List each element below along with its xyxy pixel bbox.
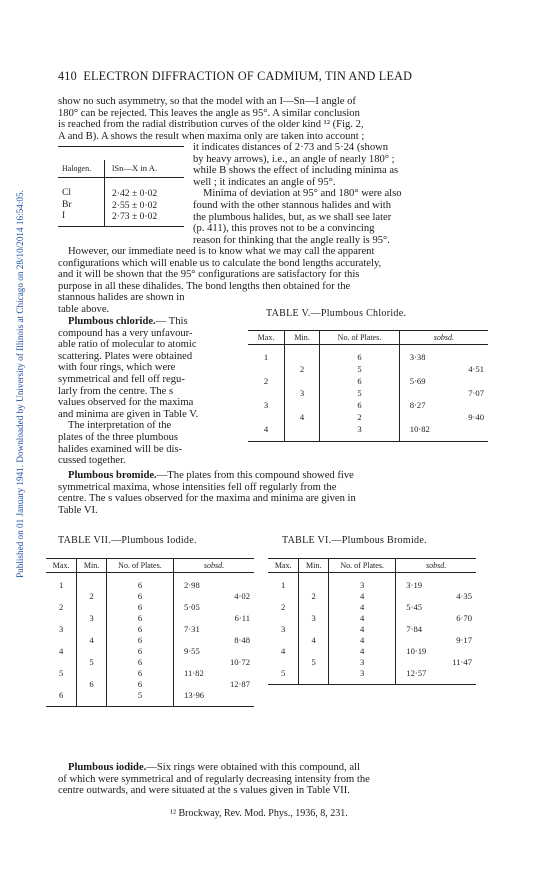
table-cell-min (299, 645, 329, 656)
table-cell-plates: 3 (320, 423, 400, 442)
table-cell-min: 4 (284, 411, 319, 423)
table-cell-s1: 9·55 (184, 645, 200, 656)
table-cell-s1: 5·45 (406, 601, 423, 612)
table5 (248, 330, 488, 442)
table-row (268, 623, 476, 634)
table-cell-s2: 7·07 (468, 388, 484, 398)
table-cell-min (284, 423, 319, 442)
table7-body (46, 573, 254, 707)
table-cell-min: 3 (284, 387, 319, 399)
table-row (46, 634, 254, 645)
table-cell-plates: 6 (106, 634, 173, 645)
provenance-sidebar (3, 40, 25, 580)
table-cell-plates: 6 (106, 573, 173, 591)
provenance-text: Published on 01 January 1941. Downloaded by University of Illinois at Chicago on 28/10/2014 16:54:05. (15, 190, 25, 578)
table-cell-min: 2 (299, 590, 329, 601)
text-line: and minima are given in Table V. (58, 408, 199, 420)
text-line: symmetrical maxima, whose intensities fell off regularly from the (58, 481, 337, 493)
table-cell-s2 (218, 623, 254, 634)
table-cell-s1 (396, 590, 441, 601)
table-cell-s2 (218, 667, 254, 678)
table-cell-max: 4 (248, 423, 284, 442)
text-line: values observed for the maxima (58, 397, 194, 409)
table-cell-plates: 4 (329, 590, 396, 601)
table-cell-s2: 4·35 (456, 590, 472, 601)
table-cell-s1: 11·82 (184, 667, 204, 678)
table-cell-max (268, 612, 299, 623)
table-cell-min: 2 (77, 590, 107, 601)
section-heading: Plumbous bromide. (68, 470, 157, 481)
table-cell-s2 (452, 399, 488, 411)
table-cell-s1 (174, 656, 219, 667)
table-row (268, 634, 476, 645)
table-cell-s2: 8·48 (234, 634, 250, 645)
table-row (268, 645, 476, 656)
page-number: 410 (58, 69, 77, 83)
text-line: However, our immediate need is to know what we may call the apparent (68, 246, 375, 257)
table7 (46, 558, 254, 707)
table-cell-s2 (218, 645, 254, 656)
table-rule-top (58, 146, 184, 147)
text-line: centre outwards, and were situated at the s values given in Table VII. (58, 785, 350, 797)
table-cell-min (284, 345, 319, 364)
table-cell-s1 (174, 612, 219, 623)
table-cell-min (299, 573, 329, 591)
table-cell-s2 (218, 689, 254, 707)
table-cell-min: 3 (77, 612, 107, 623)
table-cell-min (77, 573, 107, 591)
table-cell-s2: 4·51 (468, 364, 484, 374)
table-cell-s1 (174, 678, 219, 689)
table-cell-plates: 6 (106, 601, 173, 612)
table-cell-max: 5 (268, 667, 299, 685)
halogen-col-header: Halogen. (62, 164, 92, 173)
table-cell-max: 2 (46, 601, 77, 612)
table-cell-plates: 5 (106, 689, 173, 707)
table-cell-s1 (396, 656, 441, 667)
table-cell-s2: 9·40 (468, 412, 484, 422)
text-line: symmetrical and fell off regu- (58, 373, 185, 385)
table-cell-s2 (452, 423, 488, 442)
table-row (248, 375, 488, 387)
table-cell-max (268, 634, 299, 645)
table-cell-s1: 7·84 (406, 623, 423, 634)
table-cell-s1 (174, 634, 219, 645)
text-line: halides examined will be dis- (58, 443, 183, 455)
table-row (46, 656, 254, 667)
halogen-cell: Br (62, 198, 72, 210)
table-cell-max (248, 387, 284, 399)
table-cell-min: 5 (77, 656, 107, 667)
table-cell-max: 1 (248, 345, 284, 364)
table-cell-s2: 6·11 (234, 612, 250, 623)
table-row (46, 623, 254, 634)
table-cell-max: 3 (268, 623, 299, 634)
table-row (46, 612, 254, 623)
table-cell-max (248, 363, 284, 375)
table-cell-plates: 5 (320, 363, 400, 375)
text-span: —Six rings were obtained with this compound, all (146, 762, 360, 773)
table-row (46, 590, 254, 601)
table5-caption: TABLE V.—Plumbous Chloride. (266, 308, 407, 319)
table6-body (268, 573, 476, 685)
col-header: Max. (248, 331, 284, 345)
table-row (46, 601, 254, 612)
table-cell-plates: 6 (106, 590, 173, 601)
table-cell-s2 (440, 601, 476, 612)
table-cell-max: 5 (46, 667, 77, 678)
text-line: scattering. Plates were obtained (58, 350, 193, 362)
text-line: is reached from the radial distribution curves of the older kind ¹² (Fig. 2, (58, 119, 364, 131)
table-cell-plates: 6 (106, 623, 173, 634)
bond-length-cell: 2·73 ± 0·02 (112, 211, 158, 223)
table-cell-plates: 6 (106, 656, 173, 667)
running-header (58, 69, 412, 84)
text-line: (p. 411), this proves not to be a convincing (193, 223, 375, 235)
paragraph-arrows (193, 142, 490, 246)
text-line: while B shows the effect of including minima as (193, 165, 399, 177)
table-cell-min (284, 375, 319, 387)
table-cell-s2 (440, 645, 476, 656)
table-cell-min (284, 399, 319, 411)
text-line: found with the other stannous halides and with (193, 199, 392, 211)
table-cell-min: 5 (299, 656, 329, 667)
table-cell-min (77, 689, 107, 707)
text-line: Table VI. (58, 504, 98, 516)
col-header-text: sobsd. (433, 333, 454, 342)
table-cell-s1: 12·57 (396, 667, 441, 685)
table7-caption: TABLE VII.—Plumbous Iodide. (58, 535, 197, 546)
bond-length-cell: 2·42 ± 0·02 (112, 188, 158, 199)
header-title: ELECTRON DIFFRACTION OF CADMIUM, TIN AND LEAD (83, 69, 413, 83)
table-cell-min (299, 623, 329, 634)
table-cell-s2: 9·17 (456, 634, 472, 645)
table-cell-max (268, 656, 299, 667)
table-cell-plates: 3 (329, 656, 396, 667)
table-cell-max (46, 634, 77, 645)
table-row (248, 423, 488, 442)
table6 (268, 558, 476, 685)
table-cell-plates: 3 (329, 667, 396, 685)
table-cell-s1 (174, 590, 219, 601)
halogen-column (62, 187, 72, 222)
text-line: purpose in all these dihalides. The bond lengths then obtained for the (58, 280, 351, 292)
text-line: show no such asymmetry, so that the model with an I—Sn—I angle of (58, 96, 356, 107)
table-cell-max: 2 (248, 375, 284, 387)
col-header: Min. (299, 559, 329, 573)
paragraph-bromide (58, 470, 490, 516)
table-cell-s1 (396, 612, 441, 623)
table-cell-s1: 2·98 (184, 579, 200, 590)
col-header: No. of Plates. (329, 559, 396, 573)
text-line: The interpretation of the (68, 420, 172, 432)
table-row (46, 645, 254, 656)
text-line: stannous halides are shown in (58, 292, 185, 304)
footnote: ¹² Brockway, Rev. Mod. Phys., 1936, 8, 231. (170, 808, 348, 819)
table-cell-min (77, 601, 107, 612)
col-header: Max. (268, 559, 299, 573)
section-heading: Plumbous iodide. (68, 762, 147, 773)
table-cell-max (248, 411, 284, 423)
table5-body (248, 345, 488, 442)
bond-length-col-header: lSn—X in A. (112, 163, 158, 173)
table-cell-s1 (396, 634, 441, 645)
table-cell-max (46, 656, 77, 667)
bond-length-column (112, 188, 157, 223)
table-cell-max (46, 612, 77, 623)
col-header (174, 559, 254, 573)
table-cell-max: 4 (46, 645, 77, 656)
table-cell-plates: 6 (320, 375, 400, 387)
text-line: it indicates distances of 2·73 and 5·24 (shown (193, 142, 389, 153)
text-line: the plumbous halides, but, as we shall see later (193, 211, 392, 223)
paragraph-chloride (58, 316, 238, 467)
table-row (46, 573, 254, 591)
table-cell-plates: 4 (329, 612, 396, 623)
table-cell-plates: 5 (320, 387, 400, 399)
table-cell-min (77, 623, 107, 634)
table-cell-max: 1 (268, 573, 299, 591)
table-cell-s2: 6·70 (456, 612, 472, 623)
table-cell-s2 (452, 345, 488, 364)
table-cell-min (299, 601, 329, 612)
table-row (248, 387, 488, 399)
table-cell-min: 6 (77, 678, 107, 689)
table-rule-bottom (58, 226, 184, 227)
halogen-cell: I (62, 210, 66, 222)
table-cell-max: 6 (46, 689, 77, 707)
table-cell-s1: 13·96 (174, 689, 219, 707)
table-row (46, 678, 254, 689)
table-cell-s2: 10·72 (229, 656, 250, 667)
table-cell-plates: 3 (329, 573, 396, 591)
text-line: of which were symmetrical and of regularly decreasing intensity from the (58, 773, 370, 785)
table-cell-s1: 10·82 (399, 423, 452, 442)
table-cell-min: 4 (299, 634, 329, 645)
table-row (46, 667, 254, 678)
col-header: No. of Plates. (106, 559, 173, 573)
table-cell-plates: 4 (329, 623, 396, 634)
table-cell-max: 3 (46, 623, 77, 634)
section-heading: Plumbous chloride. (68, 316, 156, 327)
table6-caption: TABLE VI.—Plumbous Bromide. (282, 535, 427, 546)
table-cell-s1: 3·38 (409, 352, 426, 362)
table-cell-min (299, 667, 329, 685)
text-line: 180° can be rejected. This leaves the angle as 95°. A similar conclusion (58, 107, 360, 119)
table-cell-min: 3 (299, 612, 329, 623)
table-row (268, 601, 476, 612)
bond-length-cell: 2·55 ± 0·02 (112, 199, 158, 211)
col-header-text: sobsd. (426, 561, 447, 570)
table-cell-s2: 12·87 (229, 678, 250, 689)
col-header-text: sobsd. (203, 561, 225, 570)
table-cell-s1 (399, 363, 452, 375)
paragraph-apparent (58, 246, 490, 316)
text-span: —The plates from this compound showed five (156, 470, 354, 481)
table-row (268, 590, 476, 601)
table-cell-max: 4 (268, 645, 299, 656)
table-cell-max (268, 590, 299, 601)
table-cell-s2 (440, 623, 476, 634)
table-cell-s2 (440, 573, 476, 591)
table-cell-max: 1 (46, 573, 77, 591)
col-header (399, 331, 488, 345)
table-cell-s2 (452, 375, 488, 387)
paragraph-asymmetry (58, 96, 490, 142)
table-row (46, 689, 254, 707)
table-cell-max (46, 678, 77, 689)
table-cell-s1: 8·27 (409, 400, 426, 410)
col-header: Min. (284, 331, 319, 345)
table-row (268, 573, 476, 591)
table-row (268, 656, 476, 667)
table-cell-min: 2 (284, 363, 319, 375)
table-cell-s2 (440, 667, 476, 685)
table-divider (104, 160, 105, 226)
col-header: Min. (77, 559, 107, 573)
table-row (248, 411, 488, 423)
text-line: configurations which will enable us to calculate the bond lengths accurately, (58, 257, 382, 269)
table-cell-plates: 6 (106, 612, 173, 623)
table-row (268, 667, 476, 685)
table-cell-plates: 4 (329, 601, 396, 612)
table-cell-s2: 11·47 (452, 656, 472, 667)
halogen-cell: Cl (62, 187, 72, 198)
table-cell-plates: 4 (329, 634, 396, 645)
text-line: plates of the three plumbous (58, 431, 179, 443)
text-line: able ratio of molecular to atomic (58, 339, 197, 351)
table-row (248, 399, 488, 411)
table-cell-plates: 6 (320, 345, 400, 364)
text-line: table above. (58, 303, 110, 315)
table-cell-plates: 6 (106, 678, 173, 689)
col-header: Max. (46, 559, 77, 573)
table-cell-max (46, 590, 77, 601)
table-cell-plates: 4 (329, 645, 396, 656)
table-cell-s2: 4·02 (234, 590, 250, 601)
table-cell-s1: 10·19 (406, 645, 427, 656)
table-cell-s1: 3·19 (406, 579, 423, 590)
table-cell-s2 (218, 601, 254, 612)
table-cell-min (77, 667, 107, 678)
table-cell-s2 (218, 573, 254, 591)
table-rule-mid (58, 177, 184, 178)
col-header: No. of Plates. (320, 331, 400, 345)
table-cell-plates: 2 (320, 411, 400, 423)
table-cell-min: 4 (77, 634, 107, 645)
text-line: well ; it indicates an angle of 95°. (193, 176, 336, 188)
paragraph-iodide (58, 762, 490, 797)
table-cell-s1: 7·31 (184, 623, 200, 634)
text-line: reason for thinking that the angle really is 95°. (193, 234, 390, 246)
table-cell-s1: 5·69 (409, 376, 426, 386)
text-line: compound has a very unfavour- (58, 327, 193, 339)
table-row (268, 612, 476, 623)
table-cell-max: 2 (268, 601, 299, 612)
table-cell-plates: 6 (106, 645, 173, 656)
text-line: A and B). A shows the result when maxima only are taken into account ; (58, 130, 365, 142)
text-line: larly from the centre. The s (58, 385, 174, 397)
table-cell-s1 (399, 411, 452, 423)
col-header (396, 559, 476, 573)
table-cell-plates: 6 (106, 667, 173, 678)
table-cell-max: 3 (248, 399, 284, 411)
table-row (248, 345, 488, 364)
table-cell-plates: 6 (320, 399, 400, 411)
text-line: centre. The s values observed for the maxima and minima are given in (58, 493, 356, 505)
text-line: with four rings, which were (58, 362, 176, 374)
text-line: Minima of deviation at 95° and 180° were also (203, 188, 402, 200)
table-cell-s1: 5·05 (184, 601, 200, 612)
text-line: by heavy arrows), i.e., an angle of nearly 180° ; (193, 153, 395, 165)
table-cell-s1 (399, 387, 452, 399)
text-line: cussed together. (58, 455, 126, 467)
table-cell-min (77, 645, 107, 656)
text-span: — This (155, 316, 188, 327)
table-row (248, 363, 488, 375)
text-line: and it will be shown that the 95° configurations are satisfactory for this (58, 269, 360, 281)
